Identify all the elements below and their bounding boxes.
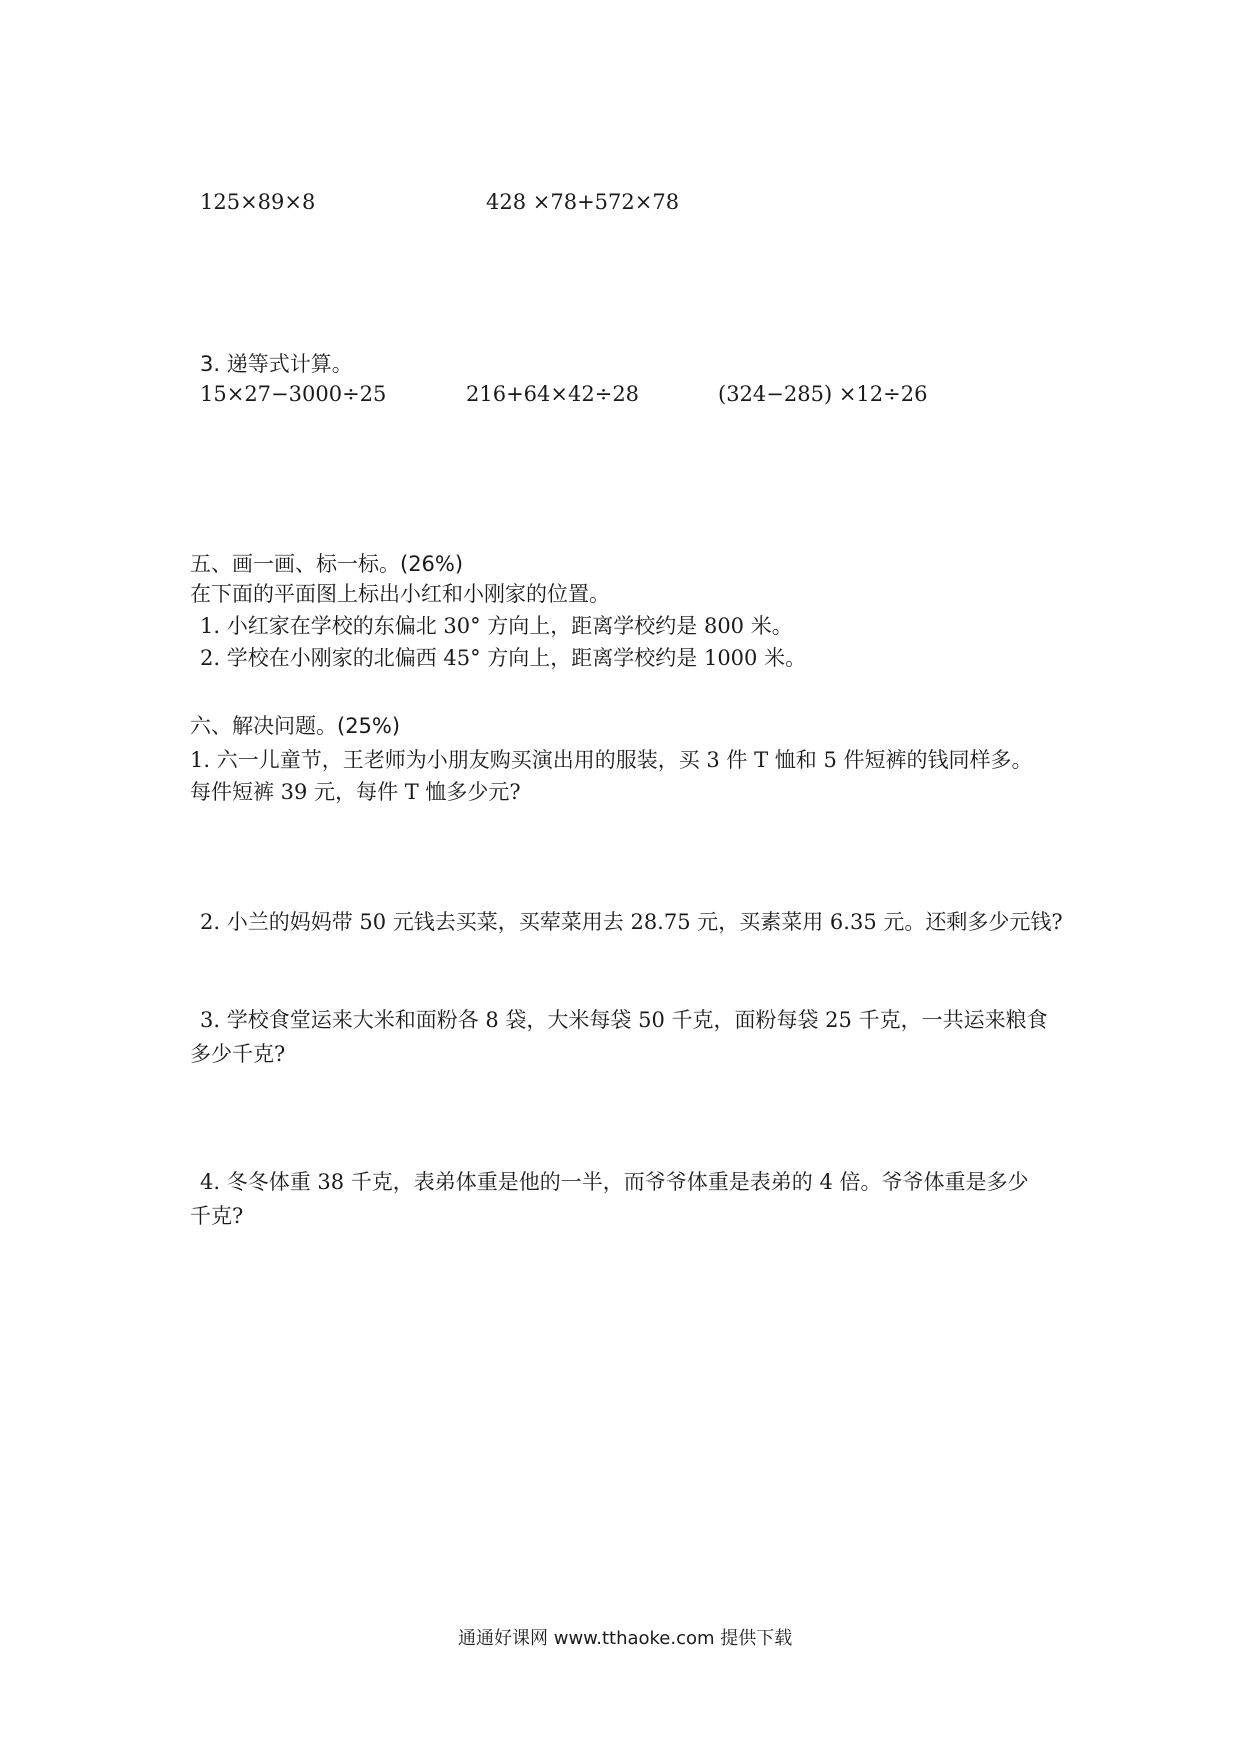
question-3-line-2: 多少千克? bbox=[190, 1042, 286, 1066]
section-6-title: 六、解决问题。(25%) bbox=[190, 714, 401, 738]
question-3-line-1: 3. 学校食堂运来大米和面粉各 8 袋，大米每袋 50 千克，面粉每袋 25 千克，一共运来粮食 bbox=[200, 1008, 1048, 1032]
question-4-line-2: 千克? bbox=[190, 1204, 244, 1228]
expression-216-64x42: 216+64×42÷28 bbox=[466, 382, 640, 406]
expression-324-285: (324−285) ×12÷26 bbox=[718, 382, 928, 406]
subsection-3-title: 3. 递等式计算。 bbox=[200, 352, 353, 376]
footer-download-note: 通通好课网 www.tthaoke.com 提供下载 bbox=[458, 1628, 793, 1649]
section-5-title: 五、画一画、标一标。(26%) bbox=[190, 552, 464, 576]
section-5-intro: 在下面的平面图上标出小红和小刚家的位置。 bbox=[190, 582, 610, 606]
section-5-item-2: 2. 学校在小刚家的北偏西 45° 方向上，距离学校约是 1000 米。 bbox=[200, 646, 807, 670]
question-1-line-1: 1. 六一儿童节，王老师为小朋友购买演出用的服装，买 3 件 T 恤和 5 件短裤的钱同样多。 bbox=[190, 748, 1033, 772]
question-1-line-2: 每件短裤 39 元，每件 T 恤多少元? bbox=[190, 780, 521, 804]
expression-15x27: 15×27−3000÷25 bbox=[200, 382, 387, 406]
question-2: 2. 小兰的妈妈带 50 元钱去买菜，买荤菜用去 28.75 元，买素菜用 6.35 元。还剩多少元钱? bbox=[200, 910, 1063, 934]
question-4-line-1: 4. 冬冬体重 38 千克，表弟体重是他的一半，而爷爷体重是表弟的 4 倍。爷爷体重是多少 bbox=[200, 1170, 1029, 1194]
expression-428x78-572x78: 428 ×78+572×78 bbox=[486, 190, 680, 214]
section-5-item-1: 1. 小红家在学校的东偏北 30° 方向上，距离学校约是 800 米。 bbox=[200, 614, 793, 638]
expression-125x89x8: 125×89×8 bbox=[200, 190, 316, 214]
